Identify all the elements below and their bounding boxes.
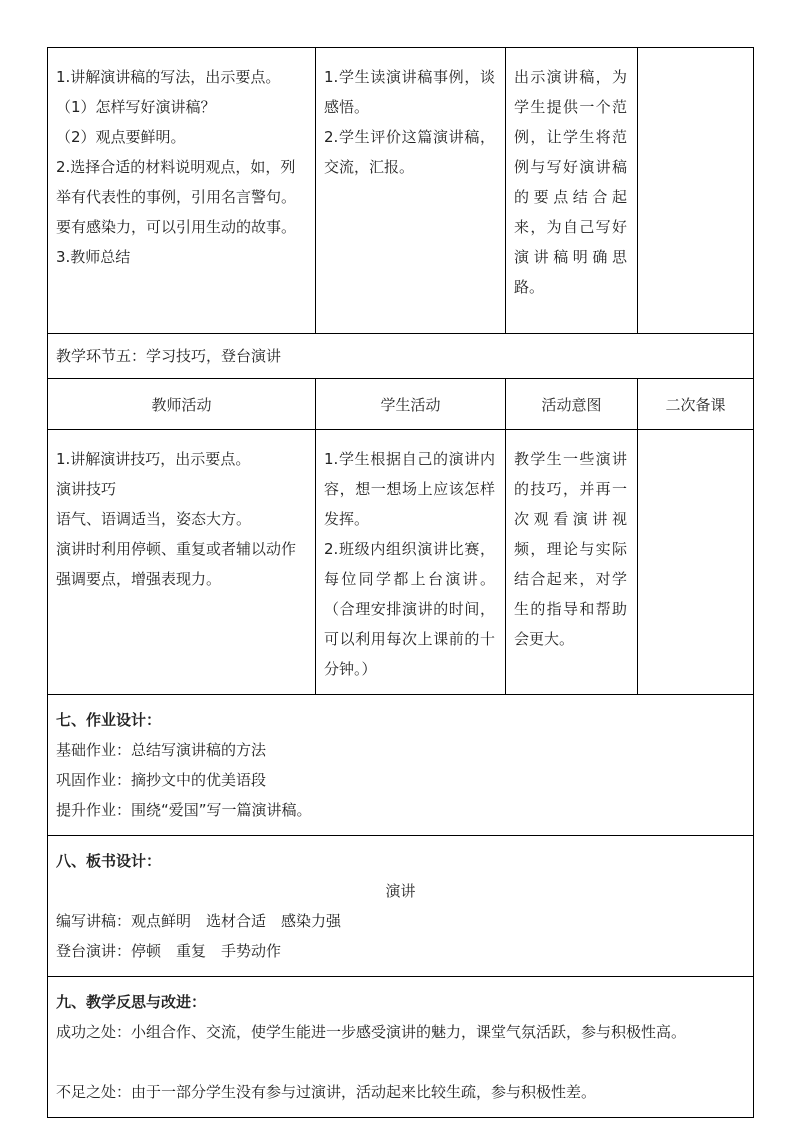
header-teacher: 教师活动 — [48, 379, 316, 430]
teacher-line: 演讲技巧 — [56, 480, 117, 498]
homework-title: 七、作业设计： — [56, 711, 162, 729]
header-student: 学生活动 — [316, 379, 506, 430]
student-line: 2.学生评价这篇演讲稿，交流，汇报。 — [324, 128, 495, 176]
teacher-line: 演讲时利用停顿、重复或者辅以动作强调要点，增强表现力。 — [56, 540, 297, 588]
teacher-line: 1.讲解演讲稿的写法，出示要点。 — [56, 68, 281, 86]
intent-text: 出示演讲稿，为学生提供一个范例，让学生将范例与写好演讲稿的要点结合起来，为自己写好演讲稿明确思路。 — [514, 68, 627, 296]
board-line: 编写讲稿：观点鲜明 选材合适 感染力强 — [56, 912, 342, 930]
board-line: 登台演讲：停顿 重复 手势动作 — [56, 942, 282, 960]
reflection-shortcoming: 不足之处：由于一部分学生没有参与过演讲，活动起来比较生疏，参与积极性差。 — [56, 1083, 597, 1101]
section-row — [48, 334, 754, 379]
teacher-activity-cell — [48, 48, 315, 282]
header-intent: 活动意图 — [506, 379, 638, 430]
homework-line: 巩固作业：摘抄文中的优美语段 — [56, 771, 267, 789]
homework-row — [48, 695, 754, 836]
reflection-success: 成功之处：小组合作、交流，使学生能进一步感受演讲的魅力，课堂气氛活跃，参与积极性高。 — [56, 1023, 687, 1041]
teacher-line: 1.讲解演讲技巧，出示要点。 — [56, 450, 251, 468]
reflection-title: 九、教学反思与改进： — [56, 993, 207, 1011]
homework-line: 基础作业：总结写演讲稿的方法 — [56, 741, 267, 759]
teacher-line: 要有感染力，可以引用生动的故事。 — [56, 218, 297, 236]
activity-row-1 — [48, 48, 754, 334]
homework-line: 提升作业：围绕“爱国”写一篇演讲稿。 — [56, 801, 312, 819]
spacer — [56, 1047, 745, 1077]
student-line: 1.学生读演讲稿事例，谈感悟。 — [324, 68, 495, 116]
reflection-row — [48, 977, 754, 1118]
teacher-line: 语气、语调适当，姿态大方。 — [56, 510, 252, 528]
header-second: 二次备课 — [638, 379, 754, 430]
second-prep-cell — [638, 48, 753, 72]
board-row — [48, 836, 754, 977]
activity-row-2 — [48, 430, 754, 695]
activity-intent-cell — [506, 430, 637, 664]
student-line: 1.学生根据自己的演讲内容，想一想场上应该怎样发挥。 — [324, 450, 495, 528]
activity-intent-cell — [506, 48, 637, 312]
student-activity-cell — [316, 430, 505, 694]
header-row — [48, 379, 754, 430]
section-title: 教学环节五：学习技巧，登台演讲 — [56, 347, 282, 365]
student-activity-cell — [316, 48, 505, 192]
student-line: 2.班级内组织演讲比赛，每位同学都上台演讲。（合理安排演讲的时间，可以利用每次上课前的十分钟。） — [324, 540, 495, 678]
teacher-line: 2.选择合适的材料说明观点，如，列举有代表性的事例，引用名言警句。 — [56, 158, 297, 206]
board-section — [48, 836, 753, 976]
second-prep-cell — [638, 430, 753, 454]
teacher-line: 3.教师总结 — [56, 248, 131, 266]
teacher-line: （2）观点要鲜明。 — [56, 128, 186, 146]
teacher-line: （1）怎样写好演讲稿？ — [56, 98, 216, 116]
teacher-activity-cell — [48, 430, 315, 604]
board-center-text: 演讲 — [385, 882, 416, 900]
reflection-section — [48, 977, 753, 1117]
lesson-plan-page — [47, 47, 753, 1118]
board-title: 八、板书设计： — [56, 852, 162, 870]
lesson-plan-table — [47, 47, 754, 1118]
intent-text: 教学生一些演讲的技巧，并再一次观看演讲视频，理论与实际结合起来，对学生的指导和帮助会更大。 — [514, 450, 627, 648]
homework-section — [48, 695, 753, 835]
